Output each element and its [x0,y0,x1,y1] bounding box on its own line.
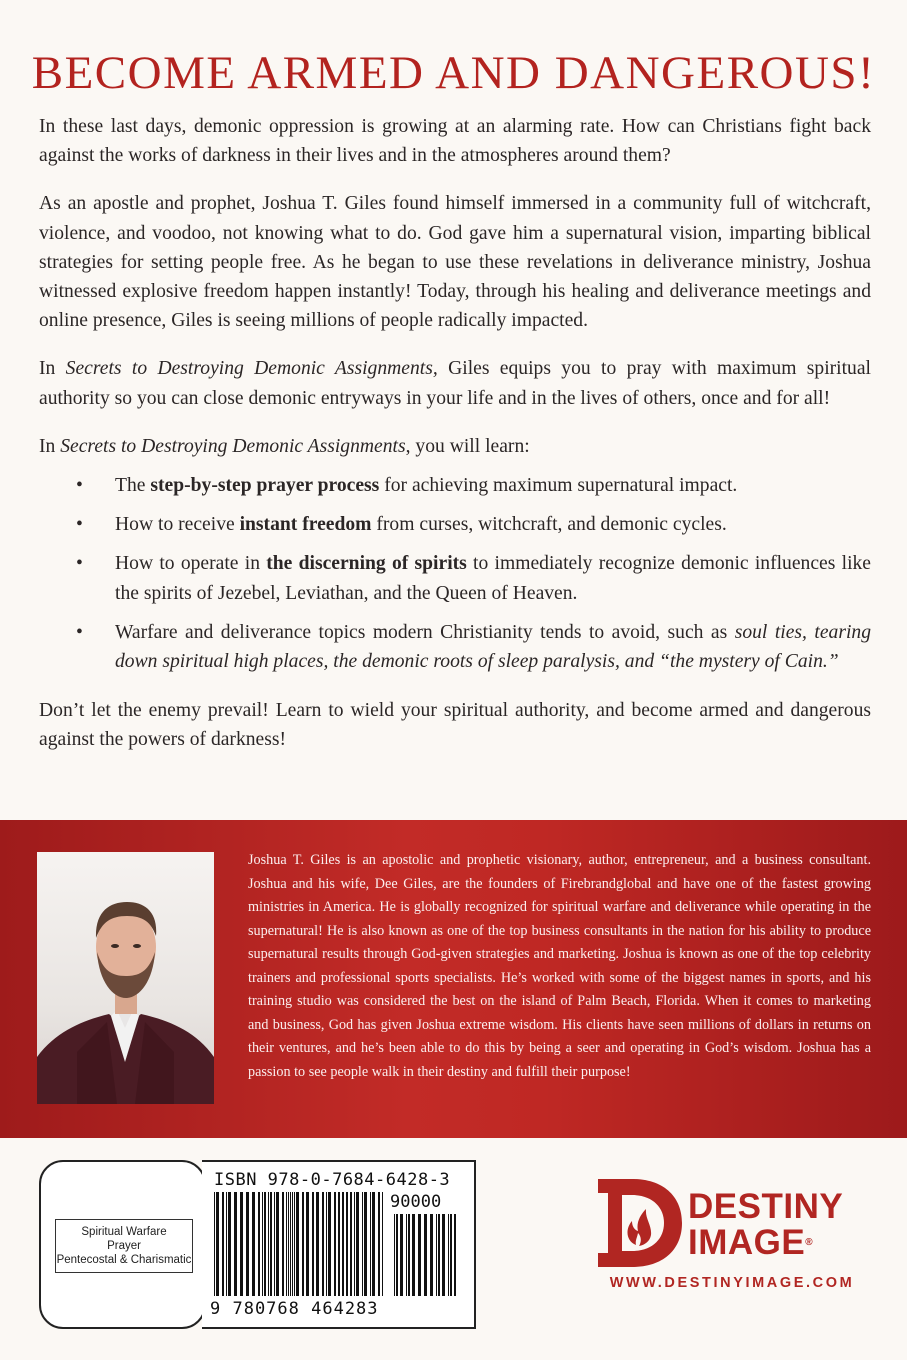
publisher-url[interactable]: WWW.DESTINYIMAGE.COM [609,1275,855,1291]
ean-digits: 9 780768 464283 [210,1299,379,1319]
registered-mark: ® [805,1237,814,1248]
author-portrait-icon [37,852,214,1104]
publisher-name-text: IMAGE [688,1223,806,1262]
description [39,112,871,774]
category: Spiritual Warfare [81,1226,167,1238]
paragraph-author-story: As an apostle and prophet, Joshua T. Giles found himself immersed in a community full of witchcraft, violence, and voodoo, not knowing what to do. God gave him a supernatural vision, imparting biblical strategies for setting people free. As he began to use these revelations in deliverance ministry, Joshua witnessed explosive freedom happen instantly! Today, through his healing and deliverance meetings and online presence, Giles is seeing millions of people radically impacted. [39,193,871,332]
barcode-panel [202,1160,476,1329]
learning-list [39,471,871,676]
list-item [39,618,871,676]
price-code: 90000 [390,1192,442,1212]
paragraph-you-will-learn [39,432,871,461]
publisher-name-line2 [688,1225,813,1260]
ean-barcode-icon [214,1192,384,1296]
text: The [115,475,151,497]
text-prefix: In [39,435,61,457]
book-title: Secrets to Destroying Demonic Assignments [60,435,406,457]
category-label [39,1160,206,1329]
price-barcode-icon [394,1214,456,1296]
list-item [39,549,871,607]
text-suffix: , you will learn: [405,435,530,457]
category-list [55,1219,193,1273]
destiny-image-logo-icon [592,1175,684,1271]
paragraph-equips [39,354,871,412]
list-item [39,471,871,500]
author-photo [37,852,214,1104]
author-bio: Joshua T. Giles is an apostolic and prophetic visionary, author, entrepreneur, and a business consultant. Joshua and his wife, Dee Giles, are the founders of Firebrandglobal and have one of the fastest growing ministries in America. He is globally recognized for spiritual warfare and deliverance while operating in the supernatural! He is also known as one of the top business consultants in the nation for his ability to produce supernatural results through God-given strategies and marketing. Joshua is known as one of the top celebrity trainers and professional sports specialists. He’s worked with some of the biggest names in sports, and his training studio was considered the best on the island of Palm Beach, Florida. When it comes to marketing and business, God has given Joshua extreme wisdom. His clients have seen millions of dollars in returns on their ventures, and he’s been able to do this by being a seer and operating in God’s wisdom. Joshua has a passion to see people walk in their destiny and fulfill their purpose! [248,852,871,1080]
text-suffix: Giles equips you to pray with maximum spiritual authority so you can close demonic entryways in your life and in the lives of others, once and for all! [39,358,871,409]
author-bio-band [0,820,907,1138]
emphasis: step-by-step prayer process [150,475,380,497]
text: from curses, witchcraft, and demonic cycles. [371,514,727,536]
text: for achieving maximum supernatural impact. [379,475,738,497]
publisher-name-line1: DESTINY [688,1187,844,1226]
list-item [39,510,871,539]
text-prefix: In [39,358,66,380]
paragraph-intro: In these last days, demonic oppression is growing at an alarming rate. How can Christians fight back against the works of darkness in their lives and in the atmospheres around them? [39,116,871,167]
text: Warfare and deliverance topics modern Christianity tends to avoid, such as [115,621,735,643]
category: Prayer [107,1240,141,1252]
emphasis: instant freedom [239,514,372,536]
text: How to operate in [115,553,267,575]
text: to immediately recognize demonic influences like the spirits of Jezebel, Leviathan, and the Queen of Heaven. [115,553,872,604]
text: How to receive [115,514,240,536]
emphasis: the discerning of spirits [266,553,467,575]
paragraph-closing: Don’t let the enemy prevail! Learn to wield your spiritual authority, and become armed and dangerous against the powers of darkness! [39,700,871,751]
book-title: Secrets to Destroying Demonic Assignments, [65,358,438,380]
category: Pentecostal & Charismatic [56,1254,192,1266]
isbn-text: ISBN 978-0-7684-6428-3 [214,1170,451,1190]
headline: BECOME ARMED AND DANGEROUS! [31,47,876,99]
publisher-logo [592,1175,872,1305]
emphasis: soul ties, tearing down spiritual high places, the demonic roots of sleep paralysis, and “the mystery of Cain.” [115,621,871,673]
